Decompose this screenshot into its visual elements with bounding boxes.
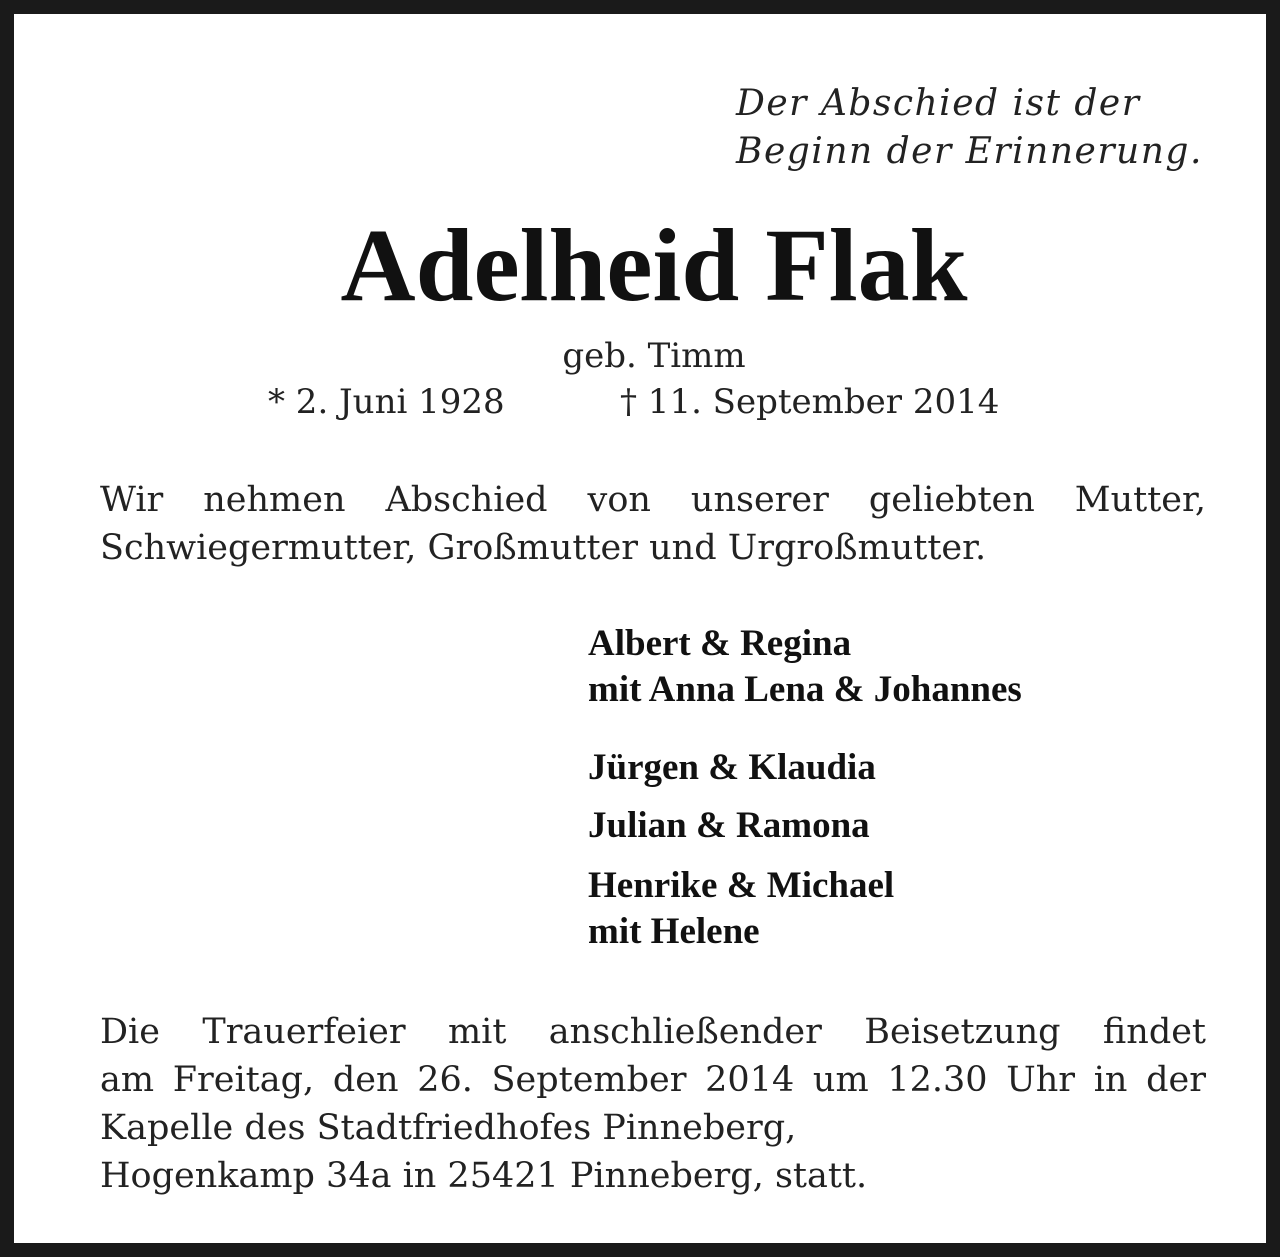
death-date: † 11. September 2014 bbox=[620, 382, 1000, 422]
quote-line-2: Beginn der Erinnerung. bbox=[736, 131, 1203, 172]
funeral-line-2: am Freitag, den 26. September 2014 um 12.30 Uhr in der bbox=[100, 1060, 1206, 1100]
funeral-line-3: Kapelle des Stadtfriedhofes Pinneberg, bbox=[100, 1108, 797, 1148]
intro-paragraph bbox=[100, 476, 1206, 572]
quote-line-1: Der Abschied ist der bbox=[736, 83, 1141, 124]
family-line: Jürgen & Klaudia bbox=[588, 747, 876, 788]
funeral-line-4: Hogenkamp 34a in 25421 Pinneberg, statt. bbox=[100, 1156, 868, 1196]
epigraph-quote bbox=[736, 80, 1203, 176]
funeral-paragraph bbox=[100, 1008, 1206, 1200]
intro-line-2: Schwiegermutter, Großmutter und Urgroßmutter. bbox=[100, 528, 987, 568]
family-line: mit Anna Lena & Johannes bbox=[588, 669, 1022, 710]
intro-line-1: Wir nehmen Abschied von unserer geliebten Mutter, bbox=[100, 480, 1206, 520]
funeral-line-1: Die Trauerfeier mit anschließender Beisetzung findet bbox=[100, 1012, 1206, 1052]
family-group bbox=[588, 621, 1022, 713]
family-group bbox=[588, 745, 876, 791]
family-line: Julian & Ramona bbox=[588, 805, 870, 846]
family-group bbox=[588, 863, 894, 955]
family-line: Albert & Regina bbox=[588, 623, 852, 664]
maiden-name: geb. Timm bbox=[562, 336, 746, 376]
family-line: mit Helene bbox=[588, 911, 760, 952]
family-line: Henrike & Michael bbox=[588, 865, 895, 906]
deceased-name: Adelheid Flak bbox=[340, 208, 968, 323]
family-group bbox=[588, 803, 870, 849]
birth-date: * 2. Juni 1928 bbox=[268, 382, 505, 422]
